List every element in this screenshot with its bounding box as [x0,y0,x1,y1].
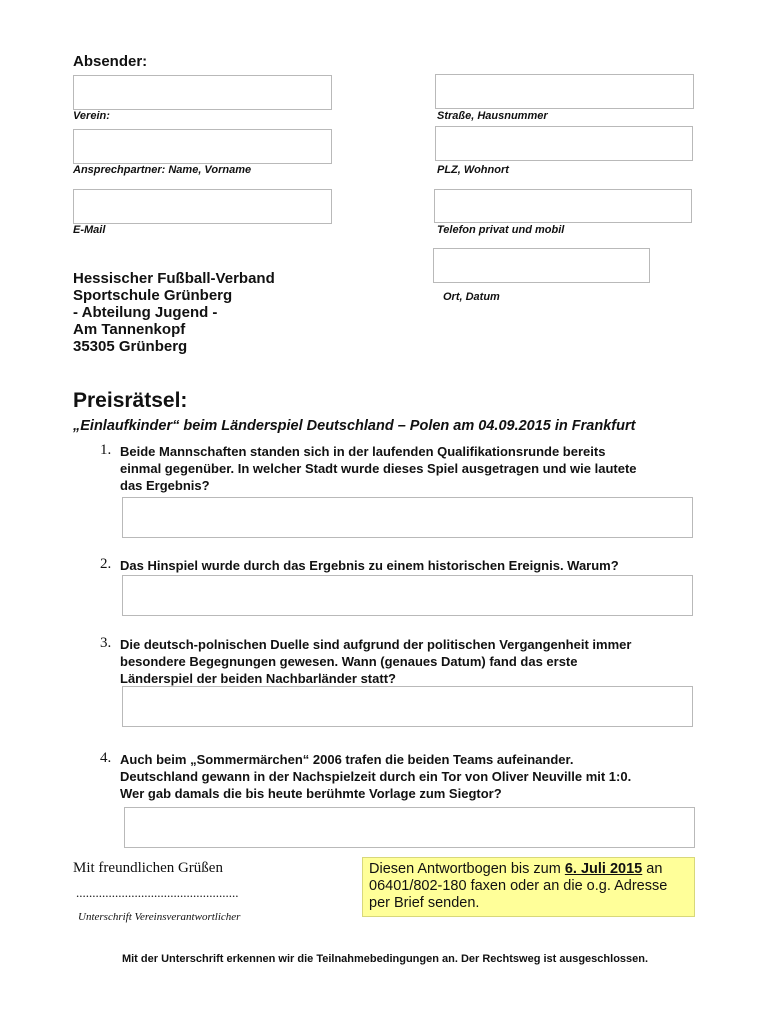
question-line: Die deutsch-polnischen Duelle sind aufgrund der politischen Vergangenheit immer [120,637,632,652]
question-3-text [120,636,631,687]
plz-field[interactable] [435,126,693,161]
question-line: besondere Begegnungen gewesen. Wann (genaues Datum) fand das erste [120,654,578,669]
question-line: Das Hinspiel wurde durch das Ergebnis zu einem historischen Ereignis. Warum? [120,558,619,573]
email-label: E-Mail [73,224,106,236]
verein-label: Verein: [73,110,110,122]
quiz-subtitle: „Einlaufkinder“ beim Länderspiel Deutschland – Polen am 04.09.2015 in Frankfurt [73,418,636,434]
question-line: Deutschland gewann in der Nachspielzeit durch ein Tor von Oliver Neuville mit 1:0. [120,769,632,784]
question-line: das Ergebnis? [120,478,210,493]
question-number: 3. [100,635,112,651]
note-line-2: 06401/802-180 faxen oder an die o.g. Adresse [369,878,668,894]
question-number: 4. [100,750,112,766]
question-number: 1. [100,442,112,458]
ort-datum-field[interactable] [433,248,650,283]
telefon-field[interactable] [434,189,692,223]
recipient-line: 35305 Grünberg [73,338,188,355]
footer-disclaimer: Mit der Unterschrift erkennen wir die Teilnahmebedingungen an. Der Rechtsweg ist ausgeschlossen. [121,953,649,965]
note-text: Diesen Antwortbogen bis zum [369,861,565,877]
ansprechpartner-label: Ansprechpartner: Name, Vorname [73,164,252,176]
question-line: Wer gab damals die bis heute berühmte Vorlage zum Siegtor? [120,786,502,801]
recipient-line: - Abteilung Jugend - [73,304,218,321]
question-2-text [120,557,619,574]
strasse-label: Straße, Hausnummer [437,110,548,122]
signature-line: .................................................. [76,885,239,900]
recipient-line: Am Tannenkopf [73,321,186,338]
answer-2-field[interactable] [122,575,693,616]
recipient-line: Hessischer Fußball-Verband [73,270,275,287]
question-line: Auch beim „Sommermärchen“ 2006 trafen die beiden Teams aufeinander. [120,752,574,767]
answer-1-field[interactable] [122,497,693,538]
ansprechpartner-field[interactable] [73,129,332,164]
email-field[interactable] [73,189,332,224]
answer-3-field[interactable] [122,686,693,727]
question-1-text [120,443,637,494]
note-line-1 [369,861,688,878]
question-line: Beide Mannschaften standen sich in der laufenden Qualifikationsrunde bereits [120,444,606,459]
note-text: an [642,861,663,877]
signature-label: Unterschrift Vereinsverantwortlicher [78,911,241,923]
sender-heading: Absender: [73,53,148,70]
question-4-text [120,751,631,802]
deadline-note [362,857,695,917]
deadline-date: 6. Juli 2015 [564,861,643,877]
plz-label: PLZ, Wohnort [437,164,509,176]
question-number: 2. [100,556,112,572]
greeting: Mit freundlichen Grüßen [73,860,223,876]
note-line-3: per Brief senden. [369,895,480,911]
quiz-title: Preisrätsel: [73,389,188,412]
telefon-label: Telefon privat und mobil [437,224,565,236]
ort-datum-label: Ort, Datum [443,291,500,303]
question-line: einmal gegenüber. In welcher Stadt wurde dieses Spiel ausgetragen und wie lautete [120,461,637,476]
recipient-line: Sportschule Grünberg [73,287,233,304]
recipient-address [73,270,275,355]
verein-field[interactable] [73,75,332,110]
question-line: Länderspiel der beiden Nachbarländer statt? [120,671,396,686]
strasse-field[interactable] [435,74,694,109]
answer-4-field[interactable] [124,807,695,848]
